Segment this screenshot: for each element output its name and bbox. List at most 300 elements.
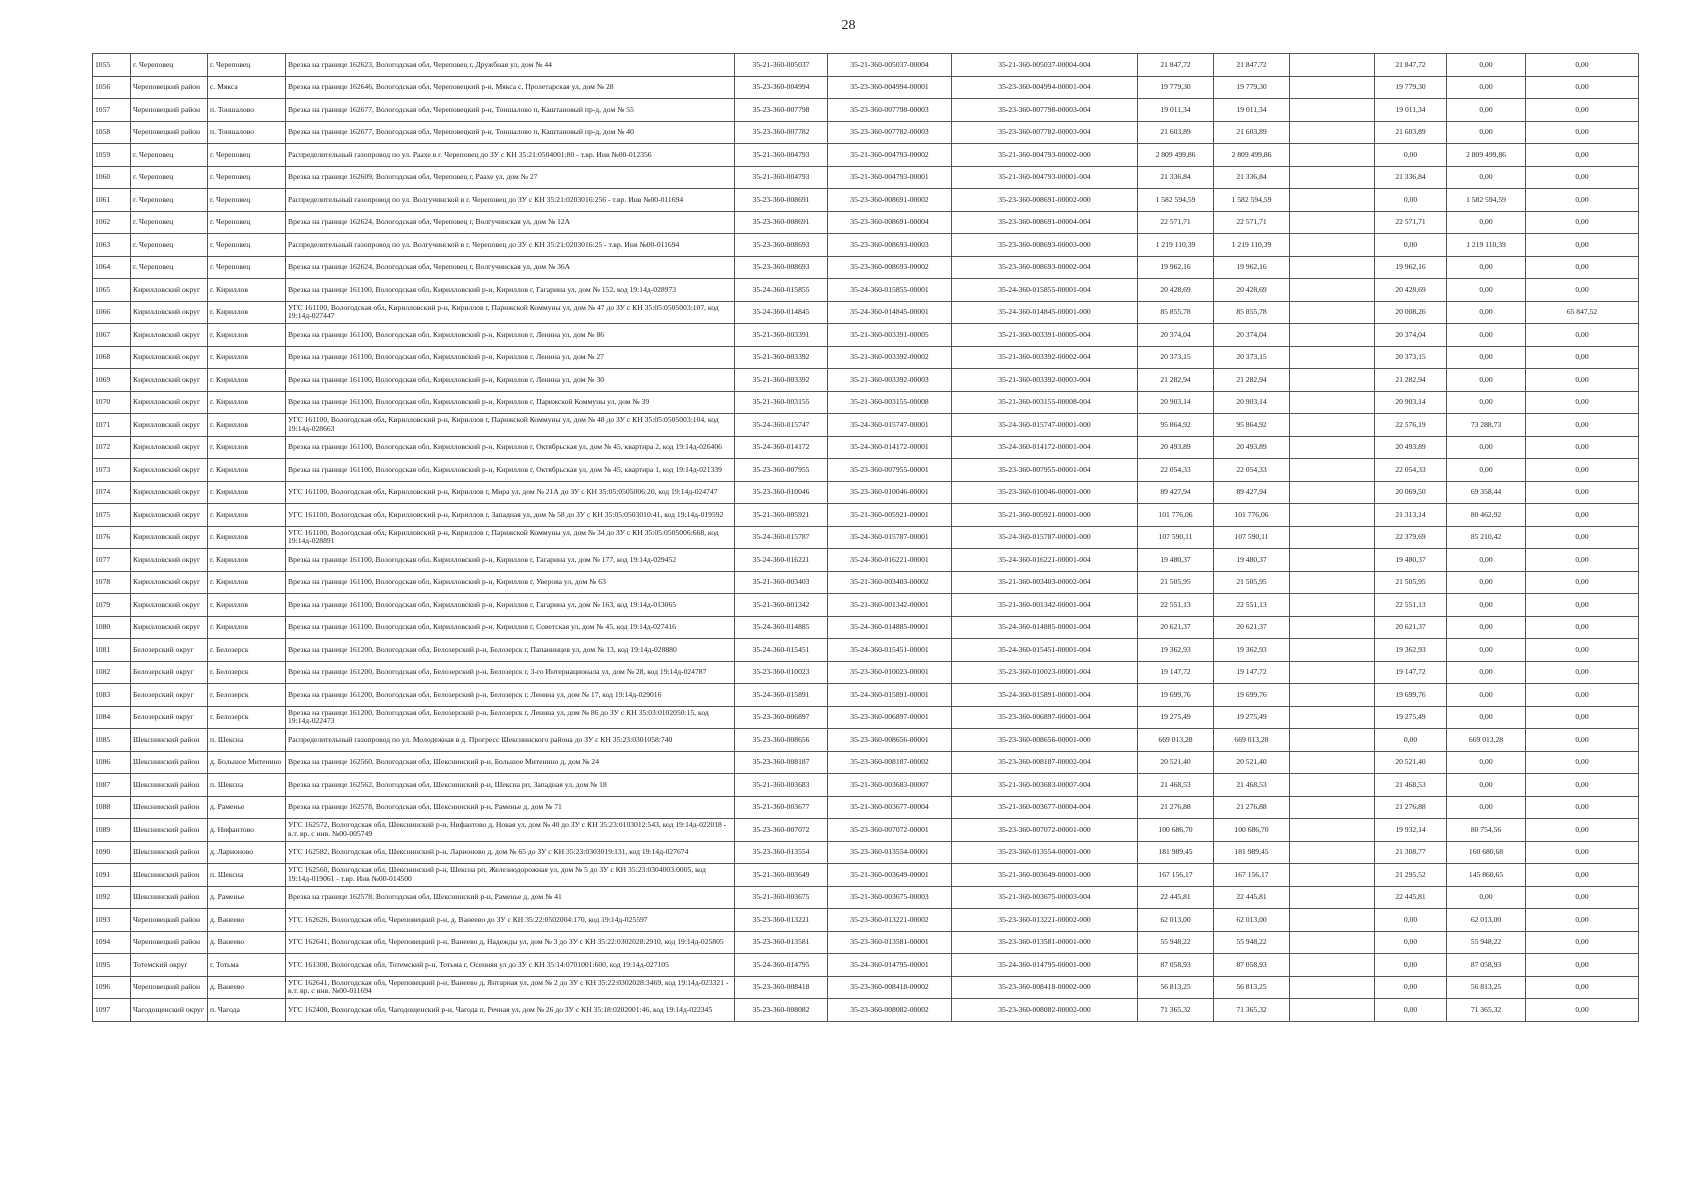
district-cell: Кирилловский округ xyxy=(131,504,208,527)
object-description-cell: УГС 162572, Вологодская обл, Шекснинский р-н, Нифантово д, Новая ул, дом № 40 до ЗУ с КН 35:23:0103012:543, код 19:14д-022018 - в.т. вр. с инв. №00-005749 xyxy=(286,819,735,842)
table-row xyxy=(93,526,1639,549)
sub-object-code-cell: 35-23-360-010023-00001-004 xyxy=(952,661,1138,684)
object-description-cell: УГС 161100, Вологодская обл, Кирилловский р-н, Кириллов г, Парижской Коммуны ул, дом № 48 до ЗУ с КН 35:05:0505003:104, код 19:14д-028663 xyxy=(286,414,735,437)
settlement-cell: г. Кириллов xyxy=(208,526,286,549)
amount-part-2-cell: 160 680,68 xyxy=(1447,841,1526,864)
object-code-cell: 35-23-360-008693-00002 xyxy=(828,256,952,279)
object-description-cell: УГС 161100, Вологодская обл, Кирилловский р-н, Кириллов г, Западная ул, дом № 58 до ЗУ с КН 35:05:0503010:41, код 19:14д-019592 xyxy=(286,504,735,527)
amount-part-2-cell: 0,00 xyxy=(1447,684,1526,707)
object-description-cell: Врезка на границе 161100, Вологодская обл, Кирилловский р-н, Кириллов г, Уверова ул, дом № 63 xyxy=(286,571,735,594)
settlement-cell: г. Кириллов xyxy=(208,616,286,639)
sub-object-code-cell: 35-24-360-015787-00001-000 xyxy=(952,526,1138,549)
inventory-code-cell: 35-23-360-013554 xyxy=(735,841,828,864)
inventory-code-cell: 35-23-360-008693 xyxy=(735,234,828,257)
row-number-cell: 1058 xyxy=(93,121,131,144)
amount-total-cell: 19 147,72 xyxy=(1138,661,1214,684)
amount-empty-cell xyxy=(1290,639,1375,662)
object-description-cell: УГС 162641, Вологодская обл, Череповецкий р-н, Ванеево д, Янтарная ул, дом № 2 до ЗУ с КН 35:22:0302028:3469, код 19:14д-023321 - в.т. вр. с инв. №00-011694 xyxy=(286,976,735,999)
amount-part-2-cell: 0,00 xyxy=(1447,706,1526,729)
amount-total-cell: 89 427,94 xyxy=(1138,481,1214,504)
object-code-cell: 35-21-360-003677-00004 xyxy=(828,796,952,819)
inventory-code-cell: 35-21-360-003392 xyxy=(735,346,828,369)
table-row xyxy=(93,616,1639,639)
district-cell: Кирилловский округ xyxy=(131,301,208,324)
amount-part-2-cell: 0,00 xyxy=(1447,211,1526,234)
amount-part-3-cell: 0,00 xyxy=(1526,661,1639,684)
object-code-cell: 35-23-360-006897-00001 xyxy=(828,706,952,729)
object-description-cell: Врезка на границе 162578, Вологодская обл, Шекснинский р-н, Раменье д, дом № 41 xyxy=(286,886,735,909)
amount-part-1-cell: 0,00 xyxy=(1375,931,1447,954)
settlement-cell: г. Череповец xyxy=(208,189,286,212)
amount-part-2-cell: 0,00 xyxy=(1447,391,1526,414)
amount-part-1-cell: 22 379,69 xyxy=(1375,526,1447,549)
inventory-code-cell: 35-24-360-015787 xyxy=(735,526,828,549)
inventory-code-cell: 35-23-360-008691 xyxy=(735,211,828,234)
district-cell: Белозерский округ xyxy=(131,684,208,707)
sub-object-code-cell: 35-24-360-015891-00001-004 xyxy=(952,684,1138,707)
settlement-cell: г. Белозерск xyxy=(208,706,286,729)
row-number-cell: 1096 xyxy=(93,976,131,999)
amount-part-1-cell: 20 621,37 xyxy=(1375,616,1447,639)
district-cell: Шекснинский район xyxy=(131,796,208,819)
amount-part-2-cell: 55 948,22 xyxy=(1447,931,1526,954)
row-number-cell: 1062 xyxy=(93,211,131,234)
inventory-code-cell: 35-24-360-015451 xyxy=(735,639,828,662)
object-description-cell: Врезка на границе 162624, Вологодская обл, Череповец г, Волгучинская ул, дом № 36А xyxy=(286,256,735,279)
amount-empty-cell xyxy=(1290,346,1375,369)
district-cell: Кирилловский округ xyxy=(131,526,208,549)
amount-value-cell: 56 813,25 xyxy=(1214,976,1290,999)
inventory-code-cell: 35-24-360-014795 xyxy=(735,954,828,977)
table-row xyxy=(93,504,1639,527)
amount-empty-cell xyxy=(1290,751,1375,774)
amount-total-cell: 20 428,69 xyxy=(1138,279,1214,302)
amount-part-3-cell: 0,00 xyxy=(1526,189,1639,212)
amount-part-1-cell: 0,00 xyxy=(1375,976,1447,999)
amount-part-1-cell: 21 847,72 xyxy=(1375,54,1447,77)
row-number-cell: 1070 xyxy=(93,391,131,414)
district-cell: Череповецкий район xyxy=(131,909,208,932)
table-row xyxy=(93,436,1639,459)
row-number-cell: 1057 xyxy=(93,99,131,122)
object-description-cell: Врезка на границе 161200, Вологодская обл, Белозерский р-н, Белозерск г, 3-го Интернационала ул, дом № 28, код 19:14д-024787 xyxy=(286,661,735,684)
object-description-cell: Распределительный газопровод по ул. Молодежная в д. Прогресс Шекснинского района до ЗУ с КН 35:23:0301058:740 xyxy=(286,729,735,752)
amount-part-3-cell: 0,00 xyxy=(1526,684,1639,707)
amount-empty-cell xyxy=(1290,324,1375,347)
amount-part-3-cell: 0,00 xyxy=(1526,954,1639,977)
amount-value-cell: 19 147,72 xyxy=(1214,661,1290,684)
row-number-cell: 1064 xyxy=(93,256,131,279)
amount-part-1-cell: 19 932,14 xyxy=(1375,819,1447,842)
amount-part-1-cell: 0,00 xyxy=(1375,954,1447,977)
amount-value-cell: 62 013,00 xyxy=(1214,909,1290,932)
amount-empty-cell xyxy=(1290,369,1375,392)
sub-object-code-cell: 35-23-360-010046-00001-000 xyxy=(952,481,1138,504)
amount-empty-cell xyxy=(1290,706,1375,729)
district-cell: Кирилловский округ xyxy=(131,279,208,302)
amount-part-2-cell: 80 462,92 xyxy=(1447,504,1526,527)
row-number-cell: 1066 xyxy=(93,301,131,324)
amount-part-2-cell: 0,00 xyxy=(1447,661,1526,684)
sub-object-code-cell: 35-23-360-007072-00001-000 xyxy=(952,819,1138,842)
object-description-cell: Распределительный газопровод по ул. Волгучинской в г. Череповец до ЗУ с КН 35:21:0203016:25 - т.вр. Инв №00-011694 xyxy=(286,234,735,257)
object-description-cell: УГС 162400, Вологодская обл, Чагодощенский р-н, Чагода п, Речная ул, дом № 26 до ЗУ с КН 35:18:0202001:46, код 19:14д-022345 xyxy=(286,999,735,1022)
settlement-cell: г. Кириллов xyxy=(208,571,286,594)
amount-part-3-cell: 0,00 xyxy=(1526,549,1639,572)
object-code-cell: 35-23-360-013554-00001 xyxy=(828,841,952,864)
settlement-cell: г. Кириллов xyxy=(208,391,286,414)
inventory-code-cell: 35-23-360-008693 xyxy=(735,256,828,279)
amount-empty-cell xyxy=(1290,819,1375,842)
amount-part-2-cell: 0,00 xyxy=(1447,571,1526,594)
table-row xyxy=(93,121,1639,144)
object-description-cell: Врезка на границе 162578, Вологодская обл, Шекснинский р-н, Раменье д, дом № 71 xyxy=(286,796,735,819)
amount-value-cell: 21 603,89 xyxy=(1214,121,1290,144)
object-code-cell: 35-21-360-003675-00003 xyxy=(828,886,952,909)
row-number-cell: 1077 xyxy=(93,549,131,572)
amount-empty-cell xyxy=(1290,414,1375,437)
table-row xyxy=(93,661,1639,684)
amount-empty-cell xyxy=(1290,864,1375,887)
amount-part-2-cell: 0,00 xyxy=(1447,549,1526,572)
amount-total-cell: 21 847,72 xyxy=(1138,54,1214,77)
amount-value-cell: 101 776,06 xyxy=(1214,504,1290,527)
row-number-cell: 1083 xyxy=(93,684,131,707)
row-number-cell: 1080 xyxy=(93,616,131,639)
amount-part-2-cell: 1 582 594,59 xyxy=(1447,189,1526,212)
row-number-cell: 1069 xyxy=(93,369,131,392)
object-code-cell: 35-21-360-003392-00003 xyxy=(828,369,952,392)
inventory-code-cell: 35-23-360-006897 xyxy=(735,706,828,729)
sub-object-code-cell: 35-23-360-008693-00002-004 xyxy=(952,256,1138,279)
amount-value-cell: 22 054,33 xyxy=(1214,459,1290,482)
amount-value-cell: 21 336,84 xyxy=(1214,166,1290,189)
amount-value-cell: 21 468,53 xyxy=(1214,774,1290,797)
inventory-code-cell: 35-24-360-015891 xyxy=(735,684,828,707)
amount-empty-cell xyxy=(1290,121,1375,144)
settlement-cell: д. Ларионово xyxy=(208,841,286,864)
amount-total-cell: 22 054,33 xyxy=(1138,459,1214,482)
amount-part-1-cell: 19 480,37 xyxy=(1375,549,1447,572)
amount-value-cell: 167 156,17 xyxy=(1214,864,1290,887)
amount-part-1-cell: 22 576,19 xyxy=(1375,414,1447,437)
amount-part-1-cell: 20 008,26 xyxy=(1375,301,1447,324)
table-row xyxy=(93,841,1639,864)
amount-part-2-cell: 0,00 xyxy=(1447,886,1526,909)
amount-part-1-cell: 19 275,49 xyxy=(1375,706,1447,729)
object-code-cell: 35-24-360-014172-00001 xyxy=(828,436,952,459)
table-row xyxy=(93,324,1639,347)
amount-part-2-cell: 0,00 xyxy=(1447,639,1526,662)
row-number-cell: 1078 xyxy=(93,571,131,594)
amount-part-3-cell: 0,00 xyxy=(1526,279,1639,302)
district-cell: г. Череповец xyxy=(131,234,208,257)
object-code-cell: 35-24-360-016221-00001 xyxy=(828,549,952,572)
sub-object-code-cell: 35-21-360-003683-00007-004 xyxy=(952,774,1138,797)
table-row xyxy=(93,481,1639,504)
sub-object-code-cell: 35-21-360-003403-00002-004 xyxy=(952,571,1138,594)
object-code-cell: 35-23-360-007955-00001 xyxy=(828,459,952,482)
amount-total-cell: 55 948,22 xyxy=(1138,931,1214,954)
amount-total-cell: 2 809 499,86 xyxy=(1138,144,1214,167)
amount-part-1-cell: 22 445,81 xyxy=(1375,886,1447,909)
amount-value-cell: 20 428,69 xyxy=(1214,279,1290,302)
amount-part-1-cell: 0,00 xyxy=(1375,909,1447,932)
object-description-cell: Врезка на границе 161100, Вологодская обл, Кирилловский р-н, Кириллов г, Советская ул, дом № 45, код 19:14д-027416 xyxy=(286,616,735,639)
amount-part-1-cell: 22 571,71 xyxy=(1375,211,1447,234)
table-row xyxy=(93,279,1639,302)
row-number-cell: 1089 xyxy=(93,819,131,842)
sub-object-code-cell: 35-21-360-003649-00001-000 xyxy=(952,864,1138,887)
object-code-cell: 35-21-360-003649-00001 xyxy=(828,864,952,887)
sub-object-code-cell: 35-24-360-016221-00001-004 xyxy=(952,549,1138,572)
amount-part-3-cell: 65 847,52 xyxy=(1526,301,1639,324)
amount-part-1-cell: 0,00 xyxy=(1375,144,1447,167)
amount-total-cell: 19 362,93 xyxy=(1138,639,1214,662)
row-number-cell: 1059 xyxy=(93,144,131,167)
amount-value-cell: 21 847,72 xyxy=(1214,54,1290,77)
sub-object-code-cell: 35-21-360-004793-00001-004 xyxy=(952,166,1138,189)
object-code-cell: 35-23-360-007798-00003 xyxy=(828,99,952,122)
amount-part-3-cell: 0,00 xyxy=(1526,841,1639,864)
object-description-cell: Врезка на границе 162562, Вологодская обл, Шекснинский р-н, Шексна рп, Западная ул, дом № 18 xyxy=(286,774,735,797)
amount-part-2-cell: 0,00 xyxy=(1447,346,1526,369)
district-cell: Кирилловский округ xyxy=(131,616,208,639)
settlement-cell: д. Ванеево xyxy=(208,931,286,954)
row-number-cell: 1086 xyxy=(93,751,131,774)
row-number-cell: 1076 xyxy=(93,526,131,549)
table-row xyxy=(93,976,1639,999)
settlement-cell: г. Кириллов xyxy=(208,279,286,302)
sub-object-code-cell: 35-24-360-014172-00001-004 xyxy=(952,436,1138,459)
district-cell: Шекснинский район xyxy=(131,751,208,774)
sub-object-code-cell: 35-23-360-008691-00004-004 xyxy=(952,211,1138,234)
sub-object-code-cell: 35-23-360-013554-00001-000 xyxy=(952,841,1138,864)
district-cell: Кирилловский округ xyxy=(131,549,208,572)
table-row xyxy=(93,594,1639,617)
table-row xyxy=(93,639,1639,662)
settlement-cell: д. Ванеево xyxy=(208,976,286,999)
table-row xyxy=(93,144,1639,167)
amount-part-1-cell: 19 779,30 xyxy=(1375,76,1447,99)
amount-total-cell: 19 779,30 xyxy=(1138,76,1214,99)
amount-part-1-cell: 20 493,89 xyxy=(1375,436,1447,459)
amount-empty-cell xyxy=(1290,54,1375,77)
object-description-cell: Врезка на границе 161100, Вологодская обл, Кирилловский р-н, Кириллов г, Гагарина ул, дом № 152, код 19:14д-028973 xyxy=(286,279,735,302)
district-cell: Белозерский округ xyxy=(131,706,208,729)
amount-empty-cell xyxy=(1290,234,1375,257)
object-code-cell: 35-23-360-008082-00002 xyxy=(828,999,952,1022)
sub-object-code-cell: 35-23-360-004994-00001-004 xyxy=(952,76,1138,99)
row-number-cell: 1094 xyxy=(93,931,131,954)
object-description-cell: УГС 161100, Вологодская обл, Кирилловский р-н, Кириллов г, Мира ул, дом № 21А до ЗУ с КН 35:05:0505006:20, код 19:14д-024747 xyxy=(286,481,735,504)
amount-total-cell: 21 336,84 xyxy=(1138,166,1214,189)
amount-empty-cell xyxy=(1290,909,1375,932)
row-number-cell: 1092 xyxy=(93,886,131,909)
amount-part-3-cell: 0,00 xyxy=(1526,526,1639,549)
sub-object-code-cell: 35-21-360-004793-00002-000 xyxy=(952,144,1138,167)
row-number-cell: 1095 xyxy=(93,954,131,977)
amount-total-cell: 21 505,95 xyxy=(1138,571,1214,594)
settlement-cell: г. Кириллов xyxy=(208,549,286,572)
amount-total-cell: 101 776,06 xyxy=(1138,504,1214,527)
settlement-cell: г. Череповец xyxy=(208,166,286,189)
amount-part-3-cell: 0,00 xyxy=(1526,864,1639,887)
amount-value-cell: 1 582 594,59 xyxy=(1214,189,1290,212)
inventory-code-cell: 35-21-360-005921 xyxy=(735,504,828,527)
amount-part-3-cell: 0,00 xyxy=(1526,796,1639,819)
amount-empty-cell xyxy=(1290,144,1375,167)
object-description-cell: Врезка на границе 161100, Вологодская обл, Кирилловский р-н, Кириллов г, Ленина ул, дом № 27 xyxy=(286,346,735,369)
row-number-cell: 1056 xyxy=(93,76,131,99)
row-number-cell: 1067 xyxy=(93,324,131,347)
district-cell: Кирилловский округ xyxy=(131,369,208,392)
amount-empty-cell xyxy=(1290,729,1375,752)
district-cell: г. Череповец xyxy=(131,54,208,77)
amount-part-2-cell: 0,00 xyxy=(1447,751,1526,774)
sub-object-code-cell: 35-23-360-008691-00002-000 xyxy=(952,189,1138,212)
object-code-cell: 35-23-360-010023-00001 xyxy=(828,661,952,684)
table-row xyxy=(93,864,1639,887)
settlement-cell: г. Белозерск xyxy=(208,661,286,684)
amount-part-3-cell: 0,00 xyxy=(1526,481,1639,504)
inventory-code-cell: 35-23-360-007955 xyxy=(735,459,828,482)
sub-object-code-cell: 35-23-360-008418-00002-000 xyxy=(952,976,1138,999)
amount-empty-cell xyxy=(1290,684,1375,707)
inventory-code-cell: 35-21-360-003155 xyxy=(735,391,828,414)
amount-empty-cell xyxy=(1290,976,1375,999)
district-cell: Кирилловский округ xyxy=(131,571,208,594)
amount-part-2-cell: 0,00 xyxy=(1447,166,1526,189)
amount-part-2-cell: 0,00 xyxy=(1447,279,1526,302)
inventory-code-cell: 35-23-360-008691 xyxy=(735,189,828,212)
inventory-code-cell: 35-24-360-014172 xyxy=(735,436,828,459)
sub-object-code-cell: 35-23-360-008082-00002-000 xyxy=(952,999,1138,1022)
amount-part-3-cell: 0,00 xyxy=(1526,234,1639,257)
amount-total-cell: 95 864,92 xyxy=(1138,414,1214,437)
amount-part-1-cell: 20 069,50 xyxy=(1375,481,1447,504)
row-number-cell: 1061 xyxy=(93,189,131,212)
sub-object-code-cell: 35-21-360-003392-00003-004 xyxy=(952,369,1138,392)
amount-part-2-cell: 0,00 xyxy=(1447,774,1526,797)
amount-total-cell: 22 571,71 xyxy=(1138,211,1214,234)
object-description-cell: Врезка на границе 161100, Вологодская обл, Кирилловский р-н, Кириллов г, Парижской Коммуны ул, дом № 39 xyxy=(286,391,735,414)
amount-value-cell: 19 480,37 xyxy=(1214,549,1290,572)
amount-empty-cell xyxy=(1290,661,1375,684)
object-description-cell: Врезка на границе 161200, Вологодская обл, Белозерский р-н, Белозерск г, Папанинцев ул, дом № 13, код 19:14д-028880 xyxy=(286,639,735,662)
row-number-cell: 1087 xyxy=(93,774,131,797)
district-cell: Шекснинский район xyxy=(131,841,208,864)
row-number-cell: 1093 xyxy=(93,909,131,932)
amount-part-1-cell: 21 505,95 xyxy=(1375,571,1447,594)
amount-value-cell: 89 427,94 xyxy=(1214,481,1290,504)
amount-part-2-cell: 71 365,32 xyxy=(1447,999,1526,1022)
object-description-cell: Врезка на границе 161200, Вологодская обл, Белозерский р-н, Белозерск г, Ленина ул, дом № 17, код 19:14д-029016 xyxy=(286,684,735,707)
object-code-cell: 35-23-360-008656-00001 xyxy=(828,729,952,752)
amount-part-1-cell: 0,00 xyxy=(1375,189,1447,212)
amount-part-3-cell: 0,00 xyxy=(1526,54,1639,77)
object-description-cell: Распределительный газопровод по ул. Волгучинской в г. Череповец до ЗУ с КН 35:21:0203016:256 - т.вр. Инв №00-011694 xyxy=(286,189,735,212)
district-cell: Череповецкий район xyxy=(131,76,208,99)
inventory-code-cell: 35-23-360-013221 xyxy=(735,909,828,932)
inventory-code-cell: 35-23-360-008082 xyxy=(735,999,828,1022)
district-cell: Шекснинский район xyxy=(131,886,208,909)
amount-total-cell: 20 621,37 xyxy=(1138,616,1214,639)
settlement-cell: п. Шексна xyxy=(208,729,286,752)
amount-part-2-cell: 0,00 xyxy=(1447,256,1526,279)
amount-part-1-cell: 22 551,13 xyxy=(1375,594,1447,617)
amount-part-3-cell: 0,00 xyxy=(1526,256,1639,279)
object-code-cell: 35-21-360-001342-00001 xyxy=(828,594,952,617)
sub-object-code-cell: 35-23-360-013221-00002-000 xyxy=(952,909,1138,932)
inventory-code-cell: 35-23-360-008656 xyxy=(735,729,828,752)
settlement-cell: г. Тотьма xyxy=(208,954,286,977)
table-row xyxy=(93,391,1639,414)
sub-object-code-cell: 35-23-360-008693-00003-000 xyxy=(952,234,1138,257)
object-description-cell: УГС 162582, Вологодская обл, Шекснинский р-н, Ларионово д, дом № 65 до ЗУ с КН 35:23:0303019:131, код 19:14д-027674 xyxy=(286,841,735,864)
inventory-code-cell: 35-24-360-016221 xyxy=(735,549,828,572)
row-number-cell: 1074 xyxy=(93,481,131,504)
object-description-cell: Врезка на границе 162623, Вологодская обл, Череповец г, Дружбная ул, дом № 44 xyxy=(286,54,735,77)
amount-part-1-cell: 19 362,93 xyxy=(1375,639,1447,662)
page-number: 28 xyxy=(841,18,856,33)
table-row xyxy=(93,549,1639,572)
amount-empty-cell xyxy=(1290,954,1375,977)
district-cell: г. Череповец xyxy=(131,189,208,212)
inventory-code-cell: 35-24-360-014845 xyxy=(735,301,828,324)
object-code-cell: 35-23-360-008418-00002 xyxy=(828,976,952,999)
row-number-cell: 1068 xyxy=(93,346,131,369)
amount-value-cell: 19 699,76 xyxy=(1214,684,1290,707)
amount-part-2-cell: 85 210,42 xyxy=(1447,526,1526,549)
row-number-cell: 1085 xyxy=(93,729,131,752)
amount-empty-cell xyxy=(1290,211,1375,234)
amount-part-3-cell: 0,00 xyxy=(1526,504,1639,527)
district-cell: Кирилловский округ xyxy=(131,436,208,459)
amount-total-cell: 22 551,13 xyxy=(1138,594,1214,617)
amount-part-1-cell: 20 374,04 xyxy=(1375,324,1447,347)
amount-value-cell: 22 571,71 xyxy=(1214,211,1290,234)
object-description-cell: Врезка на границе 161100, Вологодская обл, Кирилловский р-н, Кириллов г, Гагарина ул, дом № 177, код 19:14д-029452 xyxy=(286,549,735,572)
district-cell: г. Череповец xyxy=(131,166,208,189)
table-row xyxy=(93,999,1639,1022)
district-cell: Шекснинский район xyxy=(131,774,208,797)
amount-empty-cell xyxy=(1290,616,1375,639)
inventory-code-cell: 35-23-360-004994 xyxy=(735,76,828,99)
object-description-cell: УГС 162641, Вологодская обл, Череповецкий р-н, Ванеево д, Надежды ул, дом № 3 до ЗУ с КН 35:22:0302028:2910, код 19:14д-025805 xyxy=(286,931,735,954)
amount-total-cell: 1 582 594,59 xyxy=(1138,189,1214,212)
sub-object-code-cell: 35-23-360-008656-00001-000 xyxy=(952,729,1138,752)
sub-object-code-cell: 35-21-360-005037-00004-004 xyxy=(952,54,1138,77)
amount-part-2-cell: 669 013,28 xyxy=(1447,729,1526,752)
table-row xyxy=(93,909,1639,932)
sub-object-code-cell: 35-24-360-015747-00001-000 xyxy=(952,414,1138,437)
settlement-cell: г. Кириллов xyxy=(208,481,286,504)
settlement-cell: г. Череповец xyxy=(208,211,286,234)
amount-empty-cell xyxy=(1290,166,1375,189)
amount-total-cell: 1 219 110,39 xyxy=(1138,234,1214,257)
row-number-cell: 1060 xyxy=(93,166,131,189)
sub-object-code-cell: 35-21-360-003391-00005-004 xyxy=(952,324,1138,347)
inventory-code-cell: 35-21-360-005037 xyxy=(735,54,828,77)
table-row xyxy=(93,571,1639,594)
inventory-code-cell: 35-21-360-003649 xyxy=(735,864,828,887)
object-code-cell: 35-23-360-013221-00002 xyxy=(828,909,952,932)
amount-part-3-cell: 0,00 xyxy=(1526,391,1639,414)
settlement-cell: г. Череповец xyxy=(208,256,286,279)
register-body xyxy=(93,54,1639,1022)
district-cell: Тотемский округ xyxy=(131,954,208,977)
